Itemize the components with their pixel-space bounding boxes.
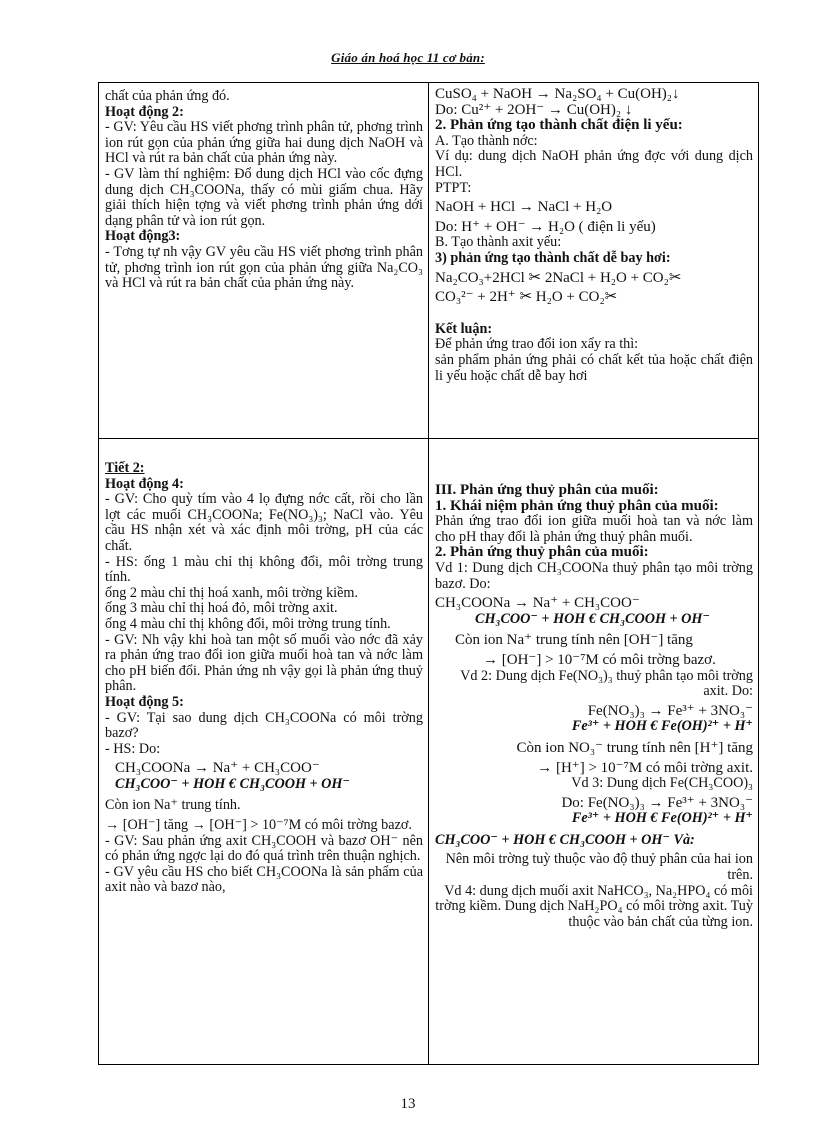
equation: → [H⁺] > 10⁻⁷M có môi trờng axit.	[537, 759, 753, 776]
activity-heading: Hoạt động 5:	[105, 693, 184, 710]
equation: Fe³⁺ + HOH € Fe(OH)²⁺ + H⁺	[571, 810, 753, 827]
equation: CuSO₄ + NaOH → Na₂SO₄ + Cu(OH)₂↓	[435, 87, 680, 102]
equation: CH₃COONa → Na⁺ + CH₃COO⁻	[435, 595, 640, 612]
spacer	[435, 441, 753, 467]
text-paragraph: - GV yêu cầu HS cho biết CH₃COONa là sản phẩm của axit nào và bazơ nào,	[105, 863, 423, 896]
spacer	[435, 467, 753, 483]
text-paragraph: - HS: ống 1 màu chỉ thị không đổi, môi trờng trung tính.	[105, 553, 423, 586]
equation: NaOH + HCl → NaCl + H₂O	[435, 199, 613, 216]
activity-heading: Hoạt động 4:	[105, 475, 184, 492]
column-divider	[428, 83, 429, 1064]
period-heading: Tiết 2:	[105, 461, 145, 476]
text-line: Còn ion Na⁺ trung tính nên [OH⁻] tăng	[455, 632, 693, 649]
text-line: Vd 3: Dung dịch Fe(CH₃COO)₃	[571, 775, 753, 792]
section-heading: III. Phản ứng thuỷ phân của muối:	[435, 482, 659, 498]
text-line: Còn ion NO₃⁻ trung tính nên [H⁺] tăng	[516, 739, 753, 756]
text-line: Để phản ứng trao đổi ion xẩy ra thì:	[435, 336, 639, 353]
activity-heading: Hoạt động3:	[105, 228, 181, 245]
equation: Do: Fe(NO₃)₃ → Fe³⁺ + 3NO₃⁻	[561, 794, 753, 811]
subheading: 3) phản ứng tạo thành chất dễ bay hơi:	[435, 249, 671, 266]
text-paragraph: Ví dụ: dung dịch NaOH phản ứng đợc với dung dịch HCl.	[435, 148, 753, 180]
text-paragraph: ống 4 màu chỉ thị không đổi, môi trờng trung tính.	[105, 615, 391, 632]
text-paragraph: Vd 1: Dung dịch CH₃COONa thuỷ phân tạo môi trờng bazơ. Do:	[435, 559, 753, 592]
text-paragraph: - GV: Sau phản ứng axit CH₃COOH và bazơ OH⁻ nên có phản ứng ngợc lại do đó quá trình trên thuận nghịch.	[105, 832, 423, 865]
text-paragraph: - GV: Yêu cầu HS viết phơng trình phân tử, phơng trình ion rút gọn của phản ứng giữa hai dung dịch NaOH và HCl và rút ra bản chất của phản ứng này.	[105, 119, 423, 167]
cell-content-1	[435, 87, 753, 384]
text-paragraph: ống 2 màu chỉ thị hoá xanh, môi trờng kiềm.	[105, 584, 358, 601]
conclusion-heading: Kết luận:	[435, 320, 493, 337]
spacer	[435, 306, 753, 322]
equation: Na₂CO₃+2HCl ✂ 2NaCl + H₂O + CO₂✂	[435, 269, 682, 286]
page-header: Giáo án hoá học 11 cơ bản:	[331, 50, 485, 65]
text-paragraph: sản phẩm phản ứng phải có chất kết tủa hoặc chất điện li yếu hoặc chất dễ bay hơi	[435, 351, 753, 384]
text-paragraph: - GV: Tại sao dung dịch CH₃COONa có môi trờng bazơ?	[105, 709, 423, 742]
cell-teacher-activities-2	[105, 461, 423, 896]
equation: CH₃COONa → Na⁺ + CH₃COO⁻	[115, 760, 320, 777]
text-paragraph: Vd 2: Dung dịch Fe(NO₃)₃ thuỷ phân tạo môi trờng axit. Do:	[460, 667, 753, 700]
page-number: 13	[400, 1096, 416, 1112]
text-paragraph: ống 3 màu chỉ thị hoá đỏ, môi trờng axit.	[105, 600, 338, 617]
equation: Fe³⁺ + HOH € Fe(OH)²⁺ + H⁺	[571, 718, 753, 735]
equation: CH₃COO⁻ + HOH € CH₃COOH + OH⁻	[115, 775, 350, 792]
subheading: A. Tạo thành nớc:	[435, 132, 538, 149]
text-paragraph: → [OH⁻] tăng → [OH⁻] > 10⁻⁷M có môi trờng bazơ.	[105, 817, 412, 834]
equation: CO₃²⁻ + 2H⁺ ✂ H₂O + CO₂✂	[435, 289, 618, 306]
activity-heading: Hoạt động 2:	[105, 103, 184, 120]
text-line: Còn ion Na⁺ trung tính.	[105, 797, 241, 814]
text-paragraph: - GV: Nh vậy khi hoà tan một số muối vào nớc đã xảy ra phản ứng trao đổi ion giữa muối hoà tan và nớc làm cho pH biến đổi. Phản ứng nh vậy gọi là phản ứng thuỷ phân.	[105, 631, 423, 695]
row-divider	[99, 438, 758, 439]
section-heading: 2. Phản ứng tạo thành chất điện li yếu:	[435, 117, 683, 134]
lesson-table	[98, 82, 759, 1065]
equation: Do: Cu²⁺ + 2OH⁻ → Cu(OH)₂ ↓	[435, 101, 633, 118]
text-paragraph: Vd 4: dung dịch muối axit NaHCO₃, Na₂HPO₄ có môi trờng kiềm. Dung dịch NaH₂PO₄ có môi trờng axit. Tuỳ thuộc vào bản chất của từng ion.	[435, 882, 753, 930]
text-line: chất của phản ứng đó.	[105, 89, 230, 104]
text-line: - HS: Do:	[105, 740, 161, 757]
cell-teacher-activities-1	[105, 89, 423, 292]
text-paragraph: - Tơng tự nh vậy GV yêu cầu HS viết phơng trình phân tử, phơng trình ion rút gọn của phản ứng giữa Na₂CO₃ và HCl và rút ra bản chất của phản ứng này.	[105, 243, 423, 292]
equation: Fe(NO₃)₃ → Fe³⁺ + 3NO₃⁻	[587, 702, 753, 719]
section-heading: 1. Khái niệm phản ứng thuỷ phân của muối:	[435, 497, 719, 514]
equation: CH₃COO⁻ + HOH € CH₃COOH + OH⁻	[475, 610, 710, 627]
equation: Do: H⁺ + OH⁻ → H₂O ( điện li yếu)	[435, 218, 656, 235]
cell-content-2	[435, 441, 753, 930]
subheading: B. Tạo thành axit yếu:	[435, 234, 562, 251]
text-line: PTPT:	[435, 179, 472, 196]
text-paragraph: Phản ứng trao đổi ion giữa muối hoà tan và nớc làm cho pH thay đổi là phản ứng thuỷ phân muối.	[435, 513, 753, 545]
equation: → [OH⁻] > 10⁻⁷M có môi trờng bazơ.	[483, 651, 716, 668]
text-paragraph: - GV: Cho quỳ tím vào 4 lọ đựng nớc cất, rồi cho lần lợt các muối CH₃COONa; Fe(NO₃)₃; NaCl vào. Yêu cầu HS nhận xét và xác định môi trờng, pH của các chất.	[105, 491, 423, 554]
text-paragraph: - GV làm thí nghiệm: Đổ dung dịch HCl vào cốc đựng dung dịch CH₃COONa, thấy có mùi giấm chua. Hãy giải thích hiện tợng và viết phơng trình phản ứng dới dạng phân tử và ion rút gọn.	[105, 165, 423, 229]
section-heading: 2. Phản ứng thuỷ phân của muối:	[435, 544, 649, 561]
text-paragraph: Nên môi trờng tuỳ thuộc vào độ thuỷ phân của hai ion trên.	[445, 851, 753, 884]
equation: CH₃COO⁻ + HOH € CH₃COOH + OH⁻ Và:	[435, 831, 695, 848]
